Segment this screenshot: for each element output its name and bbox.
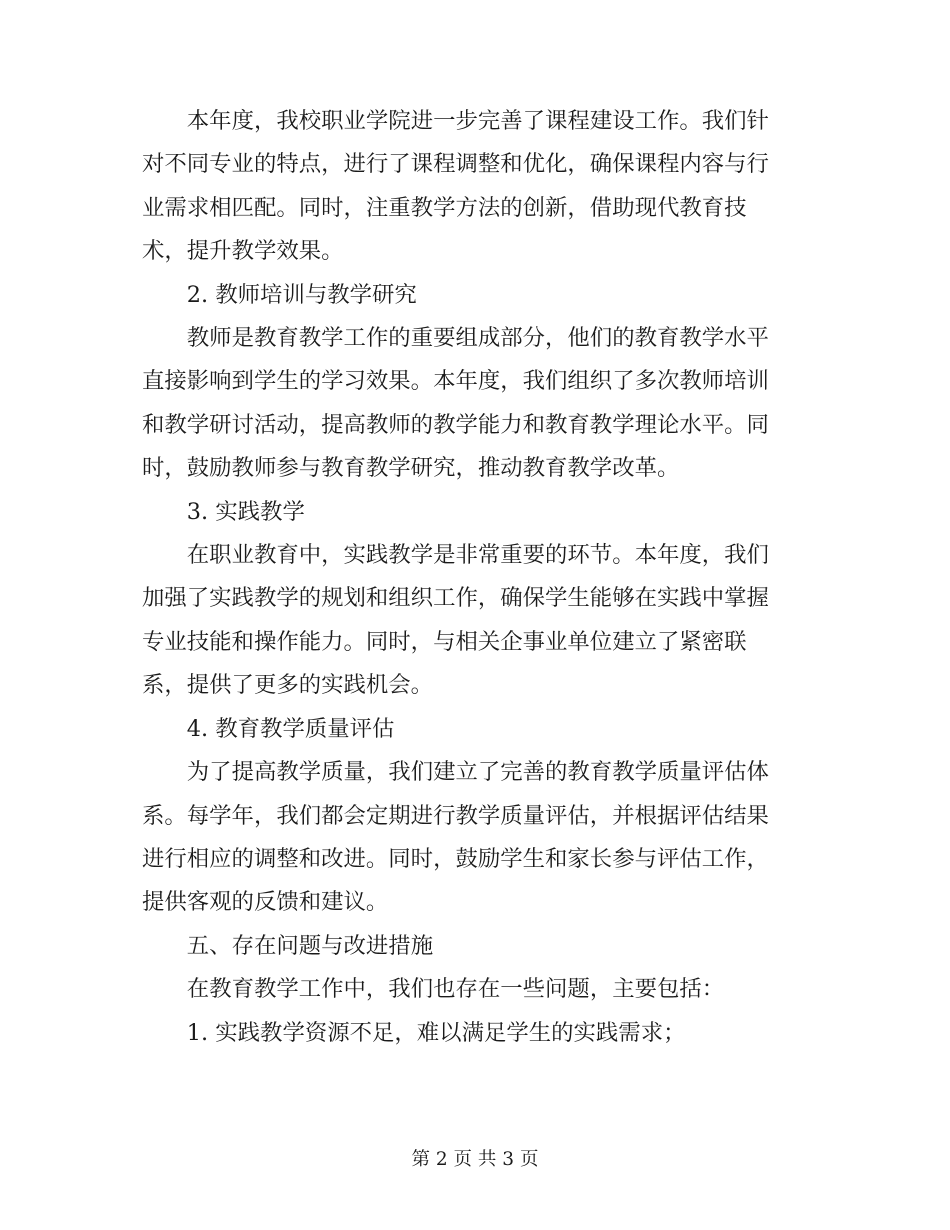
text-line: 对不同专业的特点，进行了课程调整和优化，确保课程内容与行 xyxy=(142,151,769,178)
page-number: 第 2 页 共 3 页 xyxy=(411,1149,539,1170)
section-heading-teacher-training xyxy=(142,274,802,317)
text-line: 直接影响到学生的学习效果。本年度，我们组织了多次教师培训 xyxy=(142,368,769,395)
text-line: 在职业教育中，实践教学是非常重要的环节。本年度，我们 xyxy=(186,542,769,569)
heading-line: 五、存在问题与改进措施 xyxy=(186,932,434,959)
text-line: 和教学研讨活动，提高教师的教学能力和教育教学理论水平。同 xyxy=(142,411,769,438)
text-line: 在教育教学工作中，我们也存在一些问题，主要包括： xyxy=(186,976,725,1003)
paragraph-problems-intro xyxy=(142,968,802,1011)
heading-line: 4. 教育教学质量评估 xyxy=(186,715,395,742)
text-line: 加强了实践教学的规划和组织工作，确保学生能够在实践中掌握 xyxy=(142,585,769,612)
text-line: 教师是教育教学工作的重要组成部分，他们的教育教学水平 xyxy=(186,325,769,352)
section-heading-practice-teaching xyxy=(142,491,802,534)
section-heading-quality-assessment xyxy=(142,708,802,751)
paragraph-practice-teaching xyxy=(142,534,802,708)
heading-line: 3. 实践教学 xyxy=(186,498,305,525)
text-line: 时，鼓励教师参与教育教学研究，推动教育教学改革。 xyxy=(142,455,680,482)
text-line: 系，提供了更多的实践机会。 xyxy=(142,672,434,699)
heading-line: 2. 教师培训与教学研究 xyxy=(186,281,417,308)
list-item-problem-1 xyxy=(142,1012,802,1055)
text-line: 本年度，我校职业学院进一步完善了课程建设工作。我们针 xyxy=(186,108,769,134)
text-line: 进行相应的调整和改进。同时，鼓励学生和家长参与评估工作， xyxy=(142,845,769,872)
text-line: 专业技能和操作能力。同时，与相关企事业单位建立了紧密联 xyxy=(142,628,747,655)
text-line: 提供客观的反馈和建议。 xyxy=(142,889,389,916)
page-footer xyxy=(0,1147,950,1173)
section-heading-problems xyxy=(142,925,802,968)
paragraph-course-construction xyxy=(142,100,802,274)
document-body xyxy=(142,100,802,1055)
text-line: 术，提升教学效果。 xyxy=(142,238,344,265)
text-line: 业需求相匹配。同时，注重教学方法的创新，借助现代教育技 xyxy=(142,194,747,221)
text-line: 为了提高教学质量，我们建立了完善的教育教学质量评估体 xyxy=(186,759,769,786)
paragraph-quality-assessment xyxy=(142,751,802,925)
text-line: 1. 实践教学资源不足，难以满足学生的实践需求； xyxy=(186,1019,686,1046)
text-line: 系。每学年，我们都会定期进行教学质量评估，并根据评估结果 xyxy=(142,802,769,829)
paragraph-teacher-training xyxy=(142,317,802,491)
